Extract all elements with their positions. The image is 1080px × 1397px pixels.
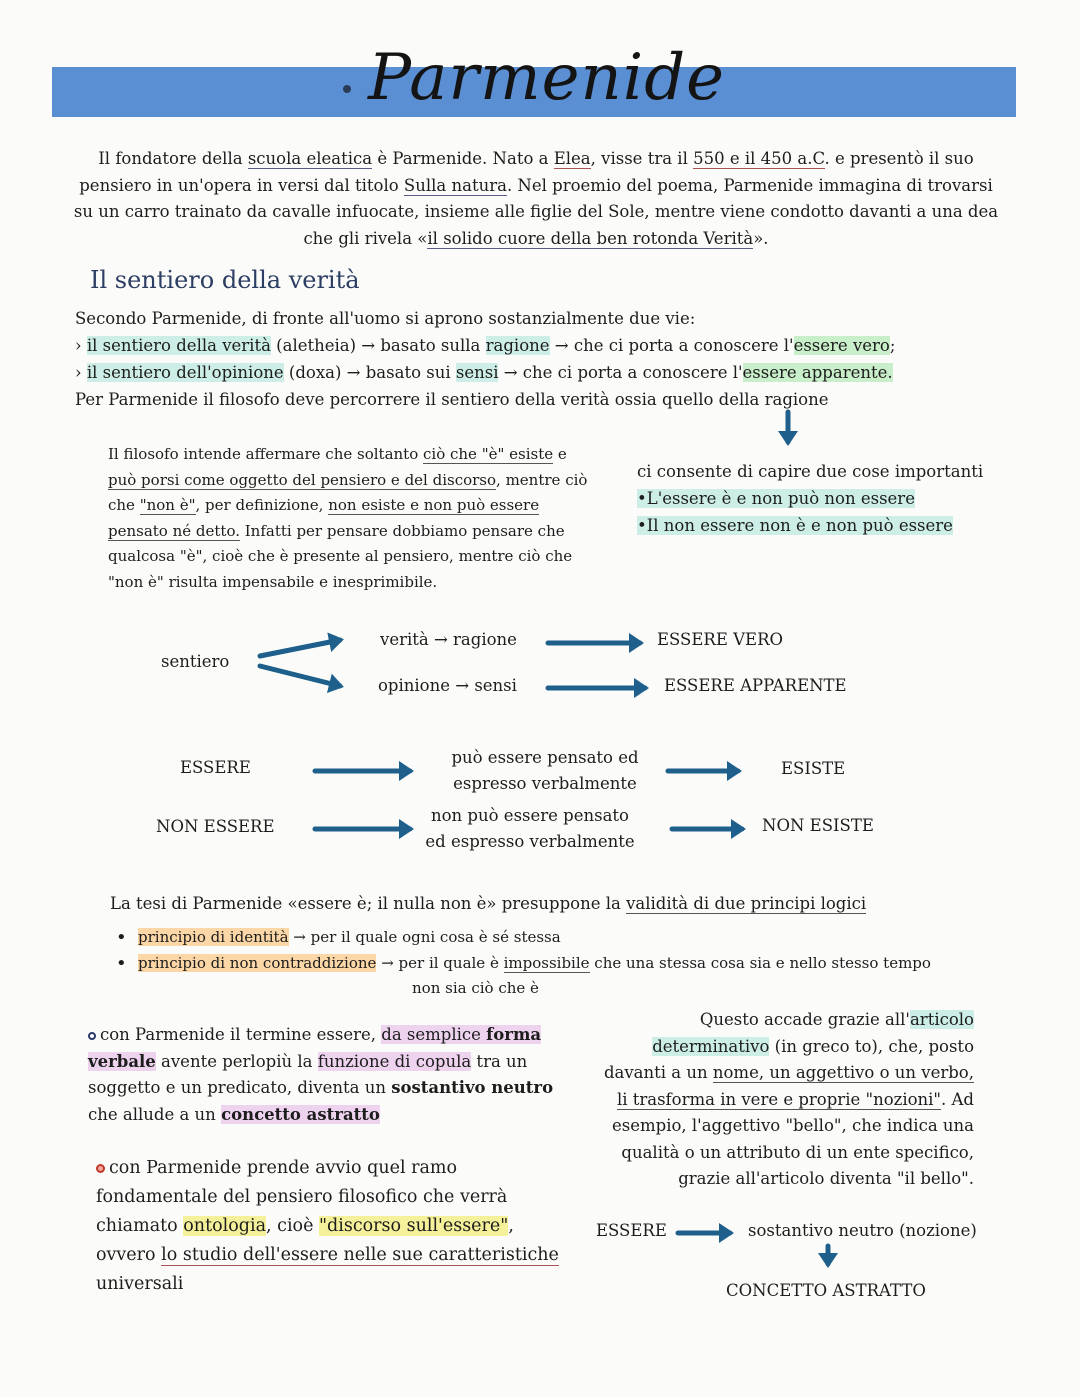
note-ontologia: con Parmenide prende avvio quel ramo fondamentale del pensiero filosofico che verrà chiamato ontologia, cioè "discorso sull'essere", ovvero lo studio dell'essere nelle sue caratteristiche universali [96,1158,559,1294]
intro-paragraph: Il fondatore della scuola eleatica è Parmenide. Nato a Elea, visse tra il 550 e il 450 a.C. e presentò il suo pensiero in un'opera in versi dal titolo Sulla natura. Nel proemio del poema, Parmenide immagina di trovarsi su un carro trainato da cavalle infuocate, insieme alle figlie del Sole, mentre viene condotto davanti a una dea che gli rivela «il solido cuore della ben rotonda Verità». [73,149,999,248]
principi-list: • principio di identità → per il quale ogni cosa è sé stessa • principio di non contraddizione → per il quale è impossibile che una stessa cosa sia e nello stesso tempo non sia ciò che è [112,925,992,1002]
via-opinione: › il sentiero dell'opinione (doxa) → basato sui sensi → che ci porta a conoscere l'essere apparente. [75,363,893,382]
consente-item-2: •Il non essere non è e non può essere [637,516,953,535]
row-essere: ESSERE [180,758,251,777]
sostantivo-label: sostantivo neutro (nozione) [748,1221,977,1240]
row-non-essere-middle: non può essere pensato ed espresso verbalmente [425,806,635,851]
note-articolo: Questo accade grazie all'articolo determinativo (in greco to), che, posto davanti a un nome, un aggettivo o un verbo, li trasforma in vere e proprie "nozioni". Ad esempio, l'aggettivo "bello", che indica una qualità o un attributo di un ente specifico, grazie all'articolo diventa "il bello". [603,1010,974,1188]
principio-identita: • principio di identità → per il quale ogni cosa è sé stessa [112,925,992,951]
diagram-verita: verità → ragione [380,630,517,649]
section-title: Il sentiero della verità [90,266,360,294]
diagram-essere-apparente: ESSERE APPARENTE [664,676,847,695]
vie-block: Secondo Parmenide, di fronte all'uomo si aprono sostanzialmente due vie: › il sentiero della verità (aletheia) → basato sulla ragione → che ci porta a conoscere l'essere vero; › il sentiero dell'opinione (doxa) → basato sui sensi → che ci porta a conoscere l'essere apparente. Per Parmenide il filosofo deve percorrere il sentiero della verità ossia quello della ragione [75,305,995,413]
note-sostantivo: con Parmenide il termine essere, da semplice forma verbale avente perlopiù la funzione di copula tra un soggetto e un predicato, diventa un sostantivo neutro che allude a un concetto astratto [88,1025,554,1124]
row-non-esiste: NON ESISTE [762,816,874,835]
row-essere-middle: può essere pensato ed espresso verbalmente [451,748,639,793]
elea: Elea [553,149,591,168]
filosofo-paragraph: Il filosofo intende affermare che soltanto ciò che "è" esiste e può porsi come oggetto del pensiero e del discorso, mentre ciò che "non è", per definizione, non esiste e non può essere pensato né detto. Infatti per pensare dobbiamo pensare che qualcosa "è", cioè che è presente al pensiero, mentre ciò che "non è" risulta impensabile e inesprimibile. [108,445,588,591]
principio-non-contraddizione: • principio di non contraddizione → per il quale è impossibile che una stessa cosa sia e nello stesso tempo [112,951,992,977]
diagram-essere-vero: ESSERE VERO [657,630,784,649]
row-esiste: ESISTE [781,759,846,778]
concetto-astratto-label: CONCETTO ASTRATTO [726,1281,926,1300]
essere-label: ESSERE [596,1221,667,1240]
scuola-eleatica: scuola eleatica [247,149,373,168]
consente-block: ci consente di capire due cose importanti •L'essere è e non può non essere •Il non essere non è e non può essere [637,462,984,535]
page-title: Parmenide [368,41,726,115]
via-verita: › il sentiero della verità (aletheia) → basato sulla ragione → che ci porta a conoscere l'essere vero; [75,336,896,355]
diagram-root-sentiero: sentiero [161,652,230,671]
verita-quote: il solido cuore della ben rotonda Verità [427,228,754,248]
arrow-sentiero-bottom [260,666,340,686]
row-non-essere: NON ESSERE [156,817,275,836]
diagram-opinione: opinione → sensi [378,676,517,695]
opera-title: Sulla natura [403,175,507,195]
consente-item-1: •L'essere è e non può non essere [637,489,915,508]
arrow-sentiero-top [260,640,340,656]
date-range: 550 e il 450 a.C [693,149,825,168]
tesi-paragraph: La tesi di Parmenide «essere è; il nulla non è» presuppone la validità di due principi logici [110,894,867,913]
